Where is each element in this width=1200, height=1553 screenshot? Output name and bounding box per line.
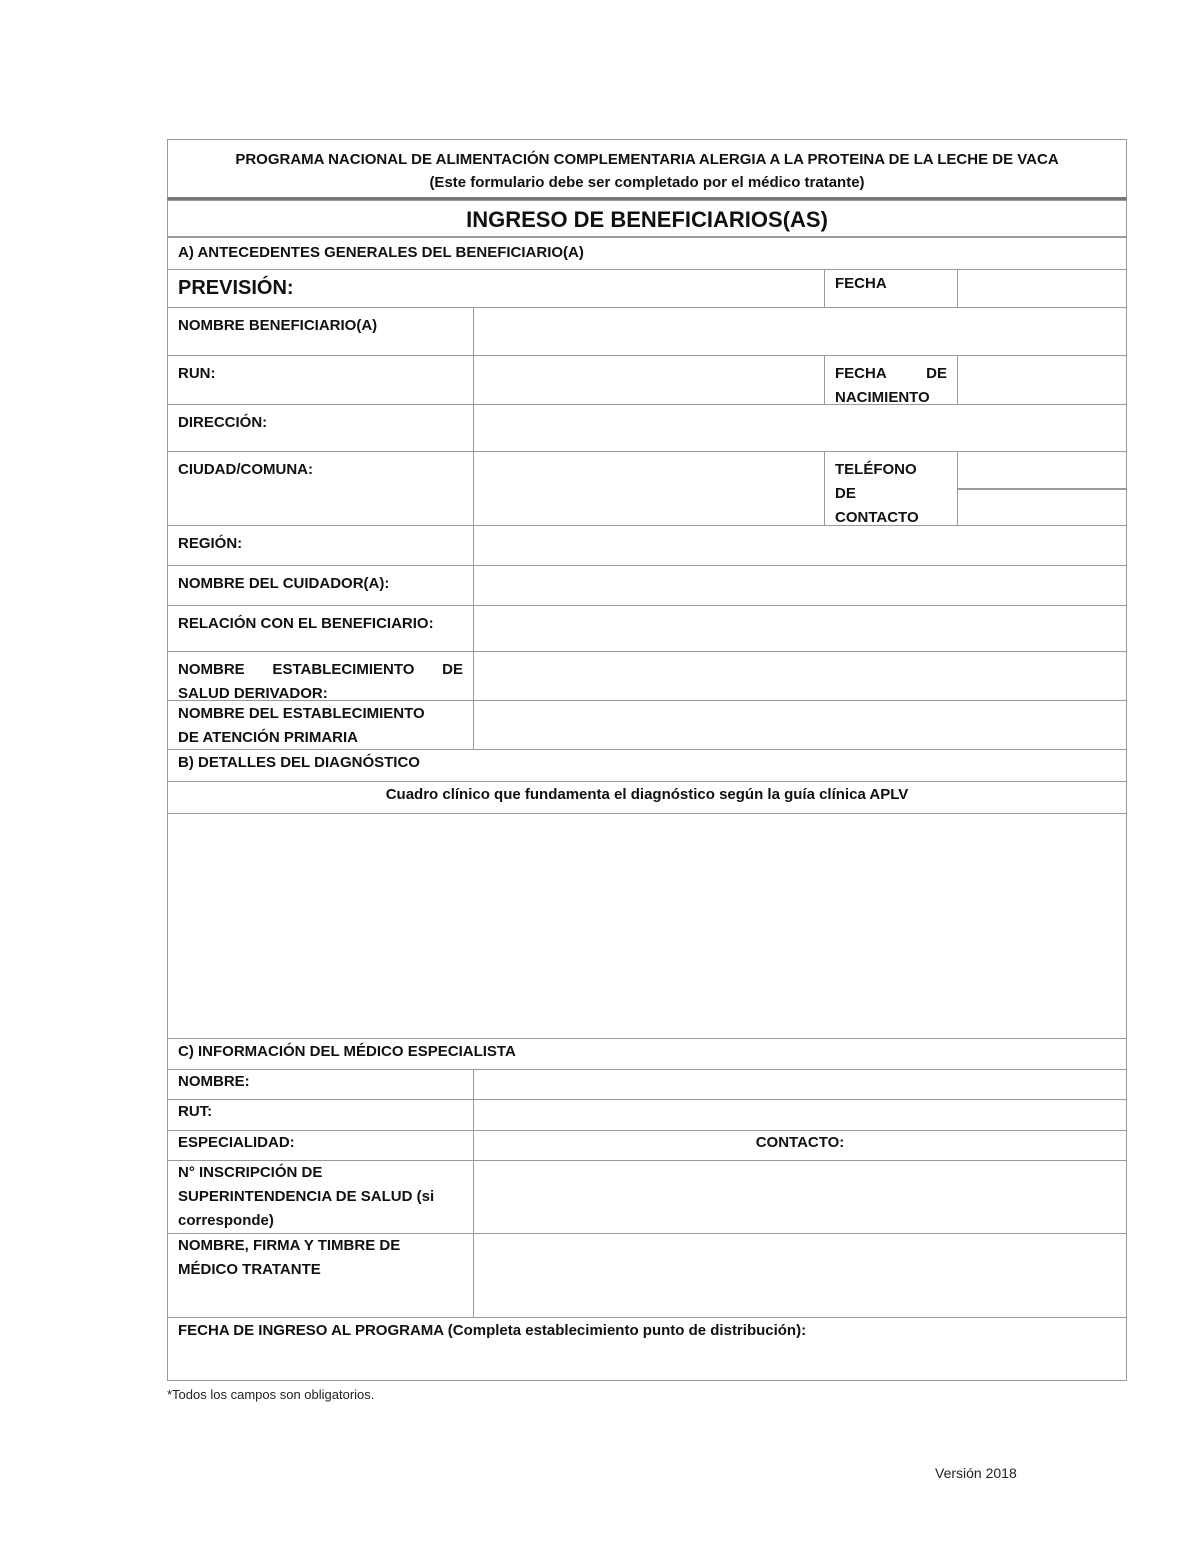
required-fields-note: *Todos los campos son obligatorios.: [167, 1387, 375, 1402]
fecha-nacimiento-label: [824, 355, 958, 405]
establecimiento-derivador-label-line1: NOMBRE ESTABLECIMIENTO DE: [178, 661, 463, 678]
especialidad-label: ESPECIALIDAD:: [167, 1130, 474, 1161]
inscripcion-field[interactable]: [473, 1160, 1127, 1234]
section-b-title: B) DETALLES DEL DIAGNÓSTICO: [167, 749, 1127, 782]
telefono-label-line2: DE: [835, 485, 856, 502]
region-label: REGIÓN:: [167, 525, 474, 566]
relacion-label: RELACIÓN CON EL BENEFICIARIO:: [167, 605, 474, 652]
firma-label: [167, 1233, 474, 1318]
section-b-subtitle: Cuadro clínico que fundamenta el diagnóstico según la guía clínica APLV: [167, 781, 1127, 814]
medico-nombre-label: NOMBRE:: [167, 1069, 474, 1100]
medico-rut-field[interactable]: [473, 1099, 1127, 1131]
establecimiento-derivador-label-line2: SALUD DERIVADOR:: [178, 685, 328, 701]
run-label: RUN:: [167, 355, 474, 405]
inscripcion-label-line2: SUPERINTENDENCIA DE SALUD (si: [178, 1188, 435, 1205]
fecha-label: FECHA: [824, 269, 958, 308]
section-a-title: A) ANTECEDENTES GENERALES DEL BENEFICIARIO(A): [167, 237, 1127, 270]
fecha-nacimiento-field[interactable]: [957, 355, 1127, 405]
firma-label-line2: MÉDICO TRATANTE: [178, 1261, 321, 1278]
contacto-label: CONTACTO:: [473, 1130, 1127, 1161]
program-instructions: (Este formulario debe ser completado por el médico tratante): [429, 174, 865, 191]
firma-label-line1: NOMBRE, FIRMA Y TIMBRE DE: [178, 1237, 401, 1254]
nombre-cuidador-field[interactable]: [473, 565, 1127, 606]
version-label: Versión 2018: [935, 1465, 1017, 1481]
telefono-label-line3: CONTACTO: [835, 509, 919, 526]
prevision-label: PREVISIÓN:: [167, 269, 825, 308]
telefono-label-line1: TELÉFONO: [835, 461, 917, 478]
nombre-cuidador-label: NOMBRE DEL CUIDADOR(A):: [167, 565, 474, 606]
telefono-field-1[interactable]: [957, 451, 1127, 489]
fecha-ingreso-label: FECHA DE INGRESO AL PROGRAMA (Completa establecimiento punto de distribución):: [178, 1322, 807, 1339]
direccion-label: DIRECCIÓN:: [167, 404, 474, 452]
establecimiento-primaria-label: [167, 700, 474, 750]
fecha-field[interactable]: [957, 269, 1127, 308]
section-c-title: C) INFORMACIÓN DEL MÉDICO ESPECIALISTA: [167, 1038, 1127, 1070]
run-field[interactable]: [473, 355, 825, 405]
nombre-beneficiario-label: NOMBRE BENEFICIARIO(A): [167, 307, 474, 356]
relacion-field[interactable]: [473, 605, 1127, 652]
inscripcion-label-line3: corresponde): [178, 1212, 274, 1229]
diagnostico-field[interactable]: [167, 813, 1127, 1039]
telefono-label: [824, 451, 958, 526]
ciudad-comuna-label: CIUDAD/COMUNA:: [167, 451, 474, 526]
nombre-beneficiario-field[interactable]: [473, 307, 1127, 356]
establecimiento-derivador-field[interactable]: [473, 651, 1127, 701]
fecha-nacimiento-label-line2: NACIMIENTO: [835, 389, 930, 405]
firma-field[interactable]: [473, 1233, 1127, 1318]
fecha-nacimiento-label-line1: FECHA DE: [835, 365, 947, 382]
direccion-field[interactable]: [473, 404, 1127, 452]
medico-rut-label: RUT:: [167, 1099, 474, 1131]
establecimiento-primaria-field[interactable]: [473, 700, 1127, 750]
region-field[interactable]: [473, 525, 1127, 566]
program-title: PROGRAMA NACIONAL DE ALIMENTACIÓN COMPLEMENTARIA ALERGIA A LA PROTEINA DE LA LECHE DE VACA: [235, 151, 1059, 168]
form-title: INGRESO DE BENEFICIARIOS(AS): [167, 200, 1127, 237]
inscripcion-label-line1: N° INSCRIPCIÓN DE: [178, 1164, 323, 1181]
program-header: [167, 139, 1127, 200]
inscripcion-label: [167, 1160, 474, 1234]
fecha-ingreso-field[interactable]: [167, 1317, 1127, 1381]
telefono-field-2[interactable]: [957, 488, 1127, 526]
establecimiento-primaria-label-line2: DE ATENCIÓN PRIMARIA: [178, 729, 358, 746]
establecimiento-primaria-label-line1: NOMBRE DEL ESTABLECIMIENTO: [178, 705, 425, 722]
establecimiento-derivador-label: [167, 651, 474, 701]
medico-nombre-field[interactable]: [473, 1069, 1127, 1100]
ciudad-comuna-field[interactable]: [473, 451, 825, 526]
